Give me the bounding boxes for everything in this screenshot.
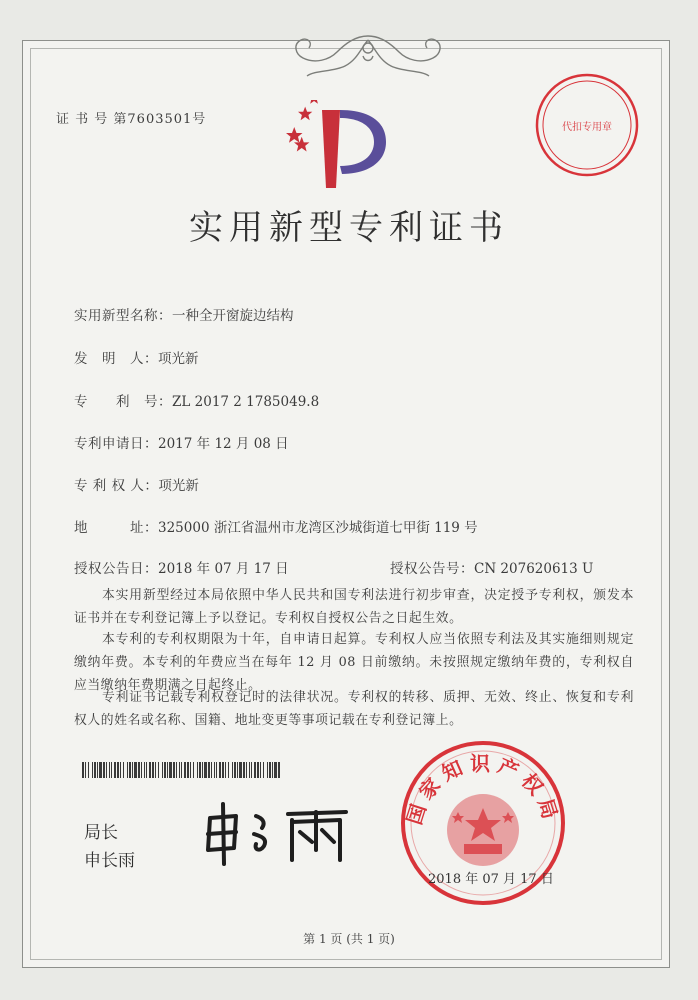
body-paragraph-2: 本专利的专利权期限为十年，自申请日起算。专利权人应当依照专利法及其实施细则规定缴纳年费。本专利的年费应当在每年 12 月 08 日前缴纳。未按照规定缴纳年费的，专利权自应当缴纳年费期满之日起终止。 [74, 632, 634, 693]
patent-logo-icon [282, 100, 392, 195]
small-seal-text: 代扣专用章 [562, 122, 612, 133]
patent-number-value: ZL 2017 2 1785049.8 [172, 394, 320, 410]
inventor-value: 项光新 [158, 351, 199, 367]
barcode-icon [82, 762, 282, 778]
grant-date-label: 授权公告日： [74, 561, 158, 577]
seal-date: 2018 年 07 月 17 日 [428, 872, 554, 887]
grant-date-value: 2018 年 07 月 17 日 [158, 561, 289, 577]
grant-number-row [390, 557, 593, 577]
body-paragraph-3: 专利证书记载专利权登记时的法律状况。专利权的转移、质押、无效、终止、恢复和专利权人的姓名或名称、国籍、地址变更等事项记载在专利登记簿上。 [74, 690, 634, 728]
page-footer: 第 1 页 (共 1 页) [303, 932, 395, 946]
patent-number-row [74, 390, 319, 410]
inventor-row [74, 347, 199, 367]
grant-number-value: CN 207620613 U [474, 561, 594, 577]
seal-arc-text: 国家知识产权局 [401, 751, 565, 828]
grant-date-row [74, 557, 289, 577]
application-date-value: 2017 年 12 月 08 日 [158, 436, 289, 452]
address-row [74, 516, 478, 536]
ornament-icon [285, 30, 451, 84]
patentee-row [74, 474, 199, 494]
application-date-label: 专利申请日： [74, 436, 158, 452]
address-value: 325000 浙江省温州市龙湾区沙城街道七甲街 119 号 [158, 520, 478, 536]
director-name: 申长雨 [84, 851, 135, 871]
page-title: 实用新型专利证书 [189, 208, 509, 248]
patent-number-label: 专 利 号： [74, 394, 172, 410]
director-title: 局长 [84, 823, 118, 843]
patentee-label: 专 利 权 人： [74, 478, 159, 494]
address-label: 地 址： [74, 520, 158, 536]
small-seal-icon [532, 70, 642, 180]
utility-model-name-value: 一种全开窗旋边结构 [172, 308, 294, 324]
application-date-row [74, 432, 289, 452]
signature-icon [196, 790, 356, 870]
grant-number-label: 授权公告号： [390, 561, 474, 577]
patentee-value: 项光新 [158, 478, 199, 494]
inventor-label: 发 明 人： [74, 351, 158, 367]
cert-number: 证 书 号 第7603501号 [56, 112, 207, 127]
body-paragraph-1: 本实用新型经过本局依照中华人民共和国专利法进行初步审查，决定授予专利权，颁发本证书并在专利登记簿上予以登记。专利权自授权公告之日起生效。 [74, 588, 634, 626]
utility-model-name-row [74, 304, 294, 324]
utility-model-name-label: 实用新型名称： [74, 308, 172, 324]
